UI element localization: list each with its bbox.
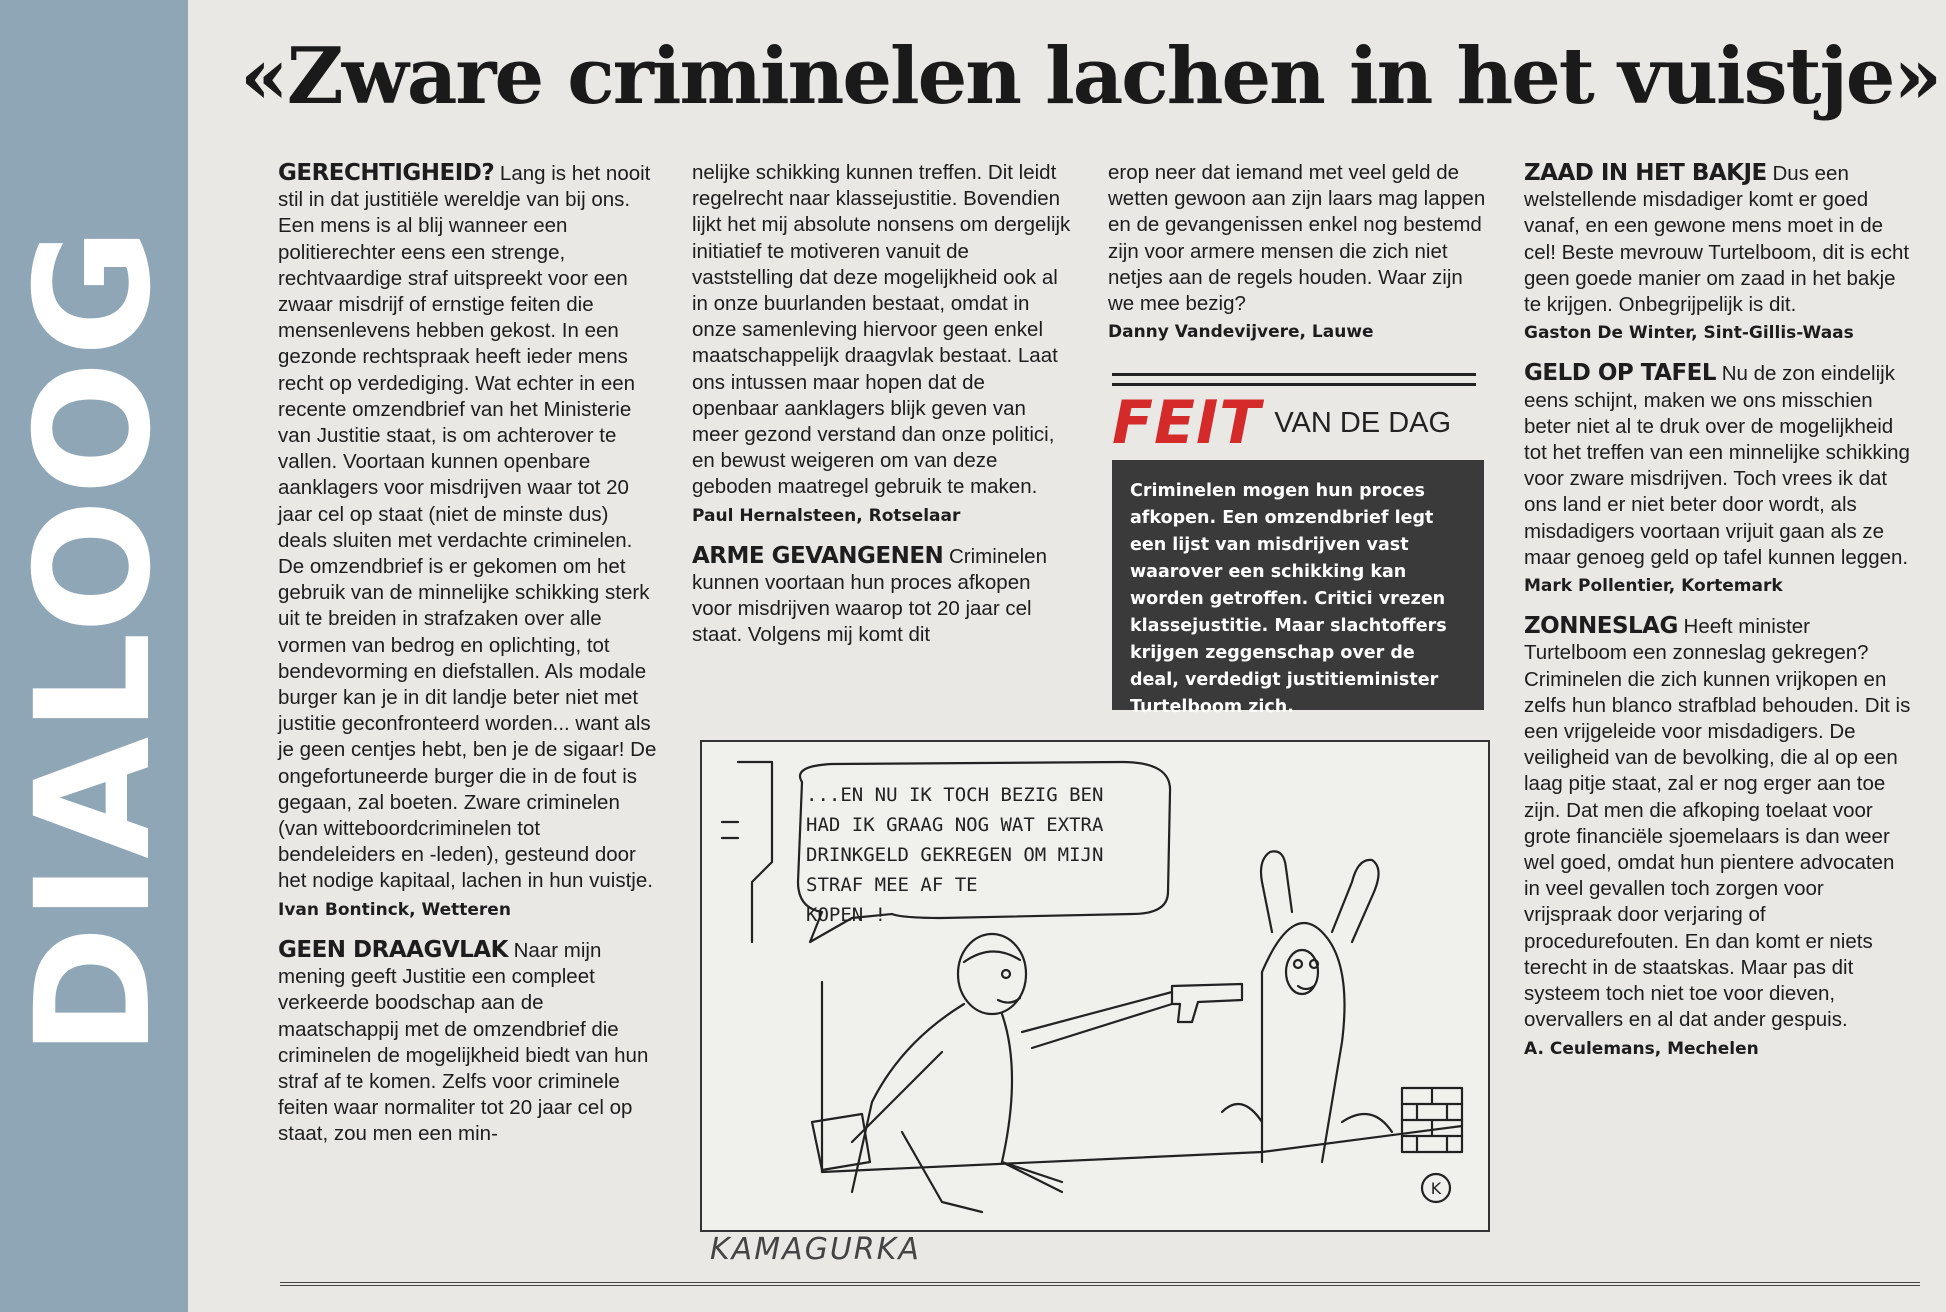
bottom-rule [280, 1282, 1920, 1286]
letter-body: Nu de zon eindelijk eens schijnt, maken we ons misschien beter niet al te druk over de mogelijkheid tot het treffen van een minnelijke schikking voor zware misdrijven. Toch vrees ik dat ons land er niet beter door wordt, als misdadigers voortaan vrijuit gaan als ze maar genoeg geld op tafel kunnen leggen. [1524, 362, 1910, 569]
cartoon-signature-mark: K [1430, 1179, 1442, 1198]
cartoon-credit: KAMAGURKA [710, 1232, 921, 1267]
letter-kicker: ZAAD IN HET BAKJE [1524, 160, 1767, 186]
feit-van-de-dag-header [1112, 388, 1451, 458]
letter-signature: Mark Pollentier, Kortemark [1524, 576, 1783, 597]
letter-geld-op-tafel [1524, 360, 1916, 599]
feit-subtitle: VAN DE DAG [1274, 406, 1452, 439]
feit-box [1112, 460, 1484, 717]
letter-body: Naar mijn mening geeft Justitie een compleet verkeerde boodschap aan de maatschappij met de omzendbrief die criminelen de mogelijkheid biedt van hun straf af te komen. Zelfs voor criminele feiten waar normaliter tot 20 jaar cel op staat, zou men een min- [278, 938, 649, 1146]
column-1 [278, 160, 660, 1148]
letter-body: Lang is het nooit stil in dat justitiële wereldje van bij ons. Een mens is al blij wanneer een politierechter eens een strenge, rechtvaardige straf uitspreekt voor een zwaar misdrijf of ernstige feiten die mensenlevens hebben gekost. In een gezonde rechtspraak heeft ieder mens recht op verdediging. Wat echter in een recente omzendbrief van het Ministerie van Justitie staat, is om achterover te vallen. Voortaan kunnen openbare aanklagers voor misdrijven waar tot 20 jaar cel op staat (niet de minste dus) deals sluiten met verdachte criminelen. De omzendbrief is er gekomen om het gebruik van de minnelijke schikking sterk uit te breiden in strafzaken over alle vormen van bedrog en oplichting, tot bendevorming en diefstallen. Als modale burger kan je in dit landje beter niet met justitie geconfronteerd worden... want als je geen centjes hebt, ben je de sigaar! De ongefortuneerde burger die in de fout is gegaan, zal boeten. Zware criminelen (van witteboordcriminelen tot bendeleiders en -leden), gesteund door het nodige kapitaal, lachen in hun vuistje. [278, 162, 657, 893]
section-band [0, 0, 188, 1312]
column-4 [1524, 160, 1916, 1062]
letter-signature: Paul Hernalsteen, Rotselaar [692, 505, 961, 526]
letter-kicker: ZONNESLAG [1524, 613, 1678, 640]
letter-zaad-in-het-bakje [1524, 160, 1916, 346]
balloon-line: DRINKGELD GEKREGEN OM MIJN [806, 844, 1104, 866]
letter-kicker: GELD OP TAFEL [1524, 360, 1717, 387]
letter-body: Heeft minister Turtelboom een zonneslag gekregen? Criminelen die zich kunnen vrijkopen en zelfs hun blanco strafblad behouden. Dit is een vrijgeleide voor misdadigers. De veiligheid van de bevolking, die al op een laag pitje staat, zal er nog erger aan toe zijn. Dat men die afkoping toelaat voor grote financiële sjoemelaars is dan weer wel goed, omdat hun pientere advocaten in veel gevallen toch zorgen voor vrijspraak door verjaring of procedurefouten. En dan komt er niets terecht in de staatskas. Maar pas dit systeem toch niet toe voor dieven, overvallers en al dat ander gespuis. [1524, 615, 1911, 1032]
letter-signature: Gaston De Winter, Sint-Gillis-Waas [1524, 323, 1854, 344]
letter-kicker: GERECHTIGHEID? [278, 160, 495, 186]
letter-kicker: ARME GEVANGENEN [692, 542, 944, 569]
feit-divider [1112, 373, 1476, 386]
cartoon [700, 740, 1490, 1232]
balloon-line: KOPEN ! [806, 904, 887, 926]
letter-gerechtigheid [278, 160, 660, 923]
letter-kicker: GEEN DRAAGVLAK [278, 936, 508, 963]
letter-body: Criminelen kunnen voortaan hun proces afkopen voor misdrijven waarop tot 20 jaar cel staat. Volgens mij komt dit [692, 544, 1047, 647]
letter-arme-gevangenen [692, 543, 1074, 649]
letter-signature: A. Ceulemans, Mechelen [1524, 1038, 1759, 1059]
letter-geen-draagvlak-continued [692, 160, 1074, 529]
column-3 [1108, 160, 1488, 345]
balloon-line: ...EN NU IK TOCH BEZIG BEN [806, 784, 1104, 806]
letter-body: Dus een welstellende misdadiger komt er goed vanaf, en een gewone mens moet in de cel! Beste mevrouw Turtelboom, dit is echt geen goede manier om zaad in het bakje te krijgen. Onbegrijpelijk is dit. [1524, 162, 1910, 317]
letter-arme-gevangenen-continued [1108, 160, 1488, 345]
feit-text: Criminelen mogen hun proces afkopen. Een omzendbrief legt een lijst van misdrijven vast waarover een schikking kan worden getroffen. Critici vrezen klassejustitie. Maar slachtoffers krijgen zeggenschap over de deal, verdedigt justitieminister Turtelboom zich. [1130, 481, 1447, 717]
letter-geen-draagvlak [278, 937, 660, 1148]
balloon-line: HAD IK GRAAG NOG WAT EXTRA [806, 814, 1104, 836]
letter-body: erop neer dat iemand met veel geld de wetten gewoon aan zijn laars mag lappen en de gevangenissen enkel nog bestemd zijn voor armere mensen die zich niet netjes aan de regels houden. Waar zijn we mee bezig? [1108, 161, 1486, 316]
feit-title: FEIT [1112, 388, 1262, 458]
gun [1172, 984, 1242, 1022]
letter-signature: Ivan Bontinck, Wetteren [278, 899, 511, 920]
letter-body: nelijke schikking kunnen treffen. Dit leidt regelrecht naar klassejustitie. Bovendien lijkt het mij absolute nonsens om dergelijk initiatief te motiveren vanuit de vaststelling dat deze mogelijkheid ook al in onze buurlanden bestaat, omdat in onze samenleving hiervoor geen enkel maatschappelijk draagvlak bestaat. Laat ons intussen maar hopen dat de openbaar aanklagers blijk geven van meer gezond verstand dan onze politici, en bewust weigeren om van deze geboden maatregel gebruik te maken. [692, 161, 1071, 499]
column-2 [692, 160, 1074, 649]
letter-signature: Danny Vandevijvere, Lauwe [1108, 322, 1374, 343]
section-label: DIALOOG [2, 223, 186, 1057]
balloon-line: STRAF MEE AF TE [806, 874, 978, 896]
victim-body [1262, 923, 1345, 1162]
balloon-text [806, 780, 1166, 930]
headline: «Zware criminelen lachen in het vuistje» [240, 31, 1941, 122]
letter-zonneslag [1524, 613, 1916, 1061]
robber-head [958, 934, 1026, 1014]
